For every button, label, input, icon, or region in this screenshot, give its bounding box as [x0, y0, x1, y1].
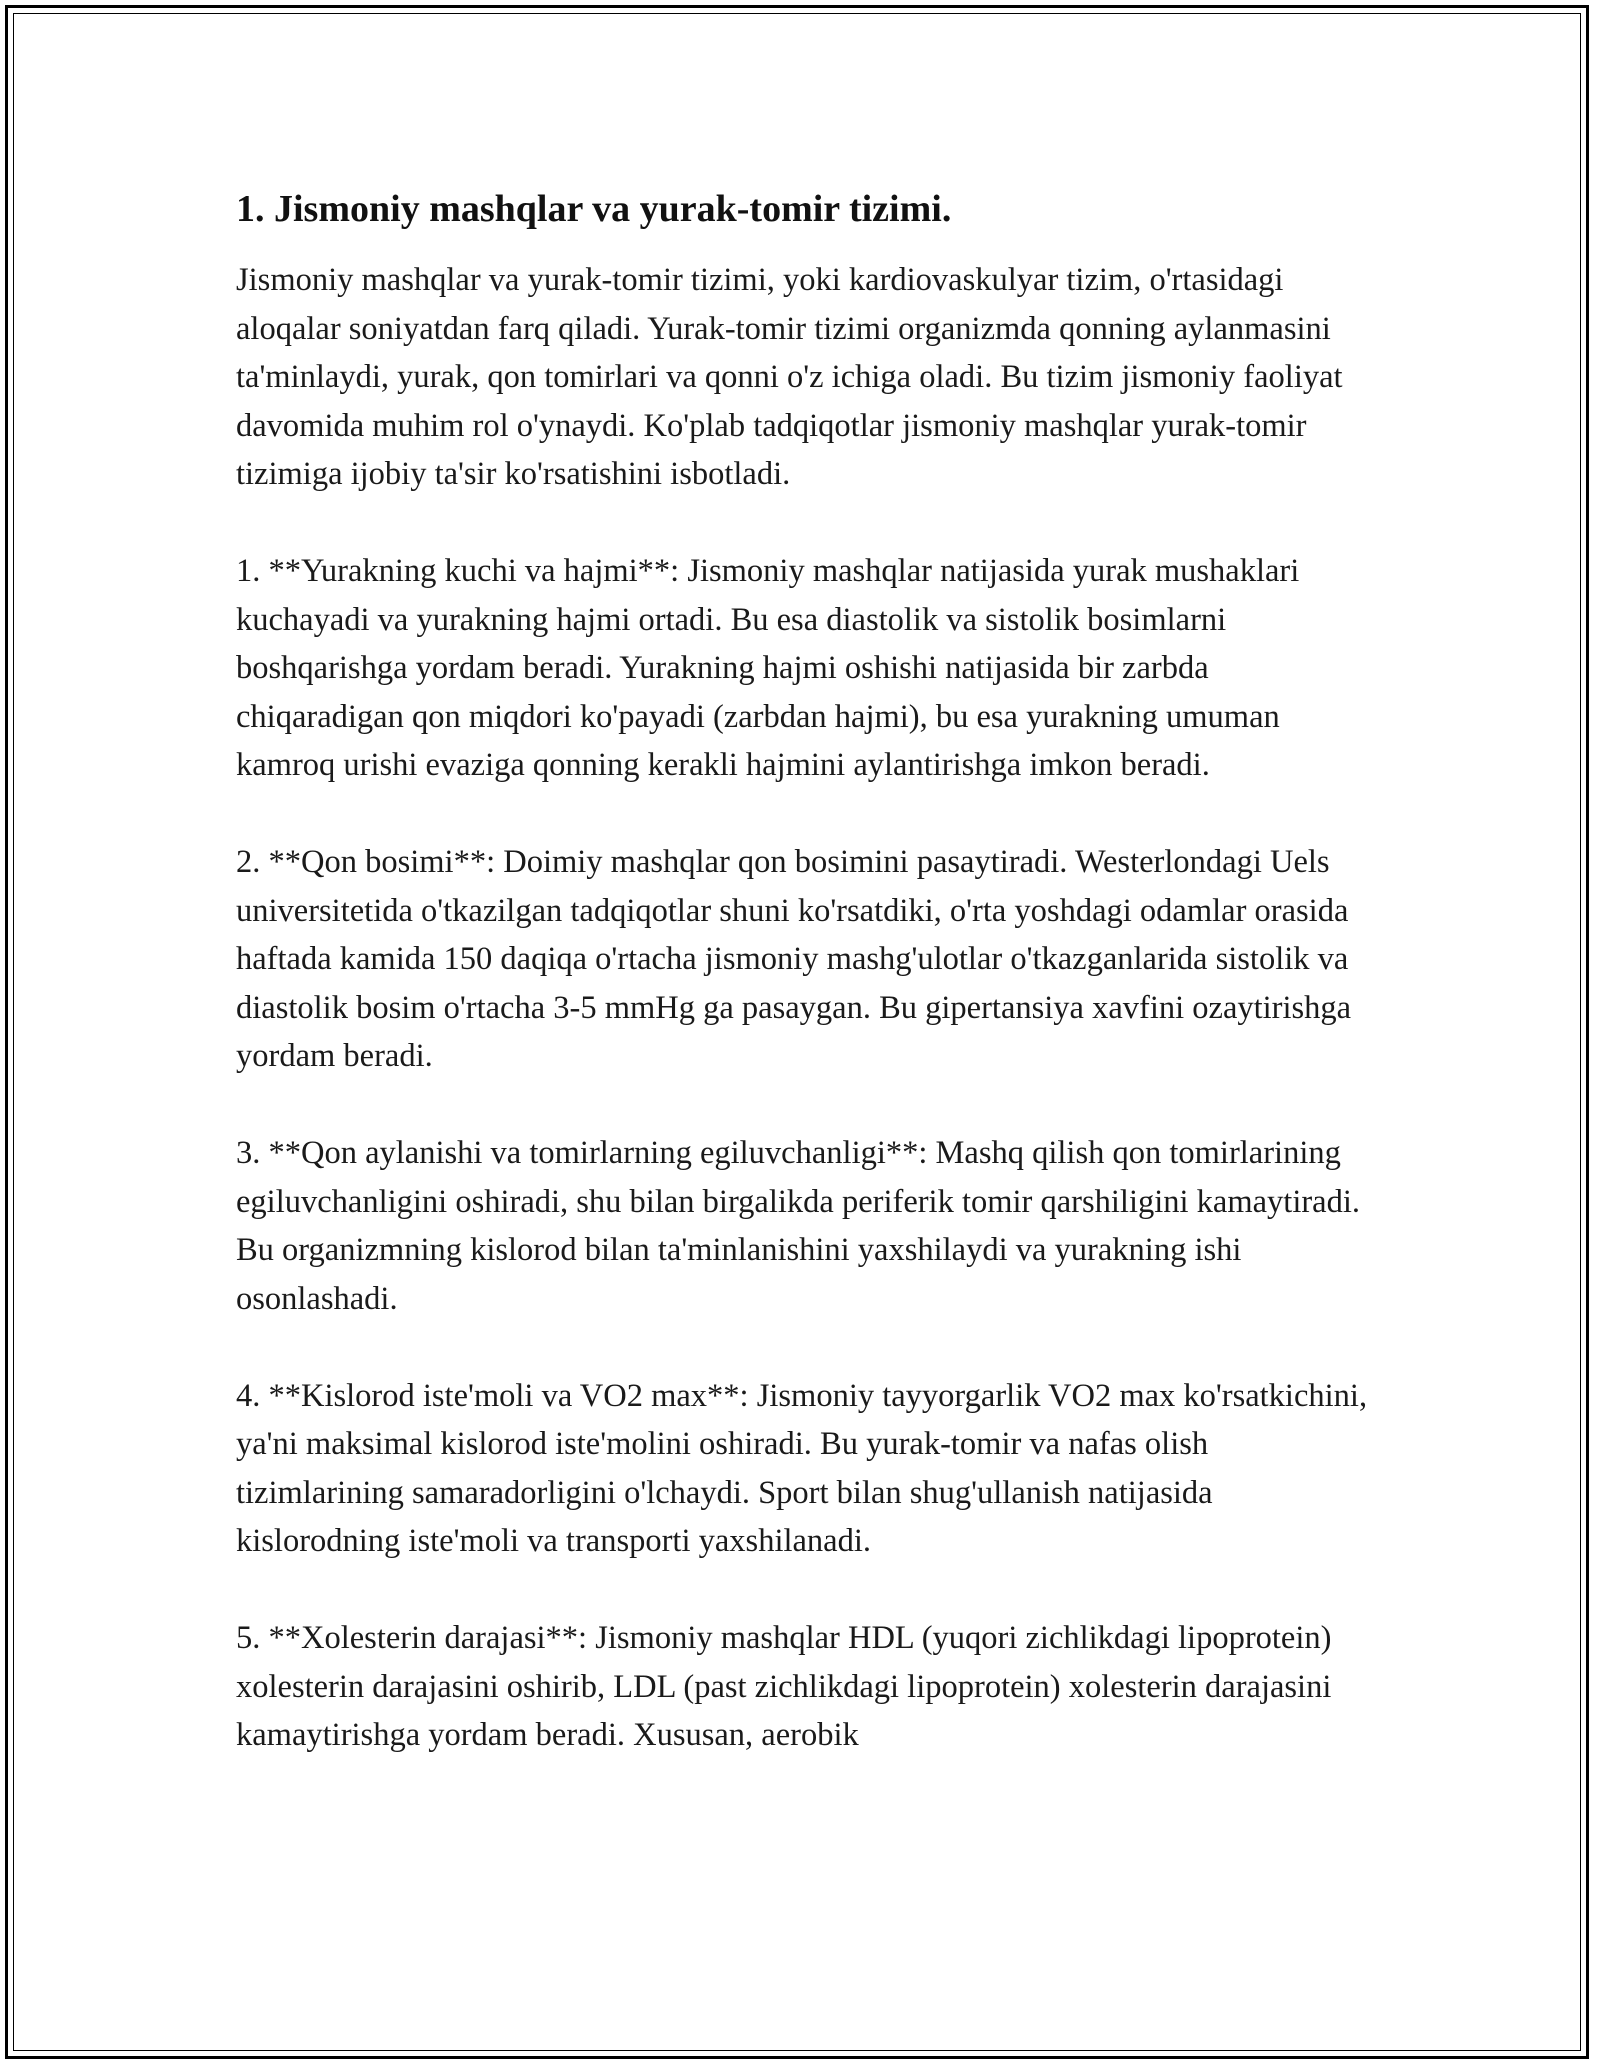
- paragraph-blood-pressure: 2. **Qon bosimi**: Doimiy mashqlar qon bosimini pasaytiradi. Westerlondagi Uels universitetida o'tkazilgan tadqiqotlar shuni ko'rsatdiki, o'rta yoshdagi odamlar orasida haftada kamida 150 daqiqa o'rtacha jismoniy mashg'ulotlar o'tkazganlarida sistolik va diastolik bosim o'rtacha 3-5 mmHg ga pasaygan. Bu gipertansiya xavfini ozaytirishga yordam beradi.: [236, 844, 1352, 1074]
- paragraph-vo2-max: 4. **Kislorod iste'moli va VO2 max**: Jismoniy tayyorgarlik VO2 max ko'rsatkichini, ya'ni maksimal kislorod iste'molini oshiradi. Bu yurak-tomir va nafas olish tizimlarining samaradorligini o'lchaydi. Sport bilan shug'ullanish natijasida kislorodning iste'moli va transporti yaxshilanadi.: [236, 1377, 1368, 1559]
- section-heading: 1. Jismoniy mashqlar va yurak-tomir tizimi.: [236, 188, 952, 230]
- paragraph-circulation: 3. **Qon aylanishi va tomirlarning egiluvchanligi**: Mashq qilish qon tomirlarining egiluvchanligini oshiradi, shu bilan birgalikda periferik tomir qarshiligini kamaytiradi. Bu organizmning kislorod bilan ta'minlanishini yaxshilaydi va yurakning ishi osonlashadi.: [236, 1135, 1361, 1317]
- intro-paragraph: Jismoniy mashqlar va yurak-tomir tizimi, yoki kardiovaskulyar tizim, o'rtasidagi aloqalar soniyatdan farq qiladi. Yurak-tomir tizimi organizmda qonning aylanmasini ta'minlaydi, yurak, qon tomirlari va qonni o'z ichiga oladi. Bu tizim jismoniy faoliyat davomida muhim rol o'ynaydi. Ko'plab tadqiqotlar jismoniy mashqlar yurak-tomir tizimiga ijobiy ta'sir ko'rsatishini isbotladi.: [236, 262, 1343, 492]
- paragraph-heart-strength: 1. **Yurakning kuchi va hajmi**: Jismoniy mashqlar natijasida yurak mushaklari kuchayadi va yurakning hajmi ortadi. Bu esa diastolik va sistolik bosimlarni boshqarishga yordam beradi. Yurakning hajmi oshishi natijasida bir zarbda chiqaradigan qon miqdori ko'payadi (zarbdan hajmi), bu esa yurakning umuman kamroq urishi evaziga qonning kerakli hajmini aylantirishga imkon beradi.: [236, 553, 1300, 783]
- document-body: [236, 186, 1376, 1808]
- paragraph-cholesterol: 5. **Xolesterin darajasi**: Jismoniy mashqlar HDL (yuqori zichlikdagi lipoprotein) xolesterin darajasini oshirib, LDL (past zichlikdagi lipoprotein) xolesterin darajasini kamaytirishga yordam beradi. Xususan, aerobik: [236, 1620, 1332, 1753]
